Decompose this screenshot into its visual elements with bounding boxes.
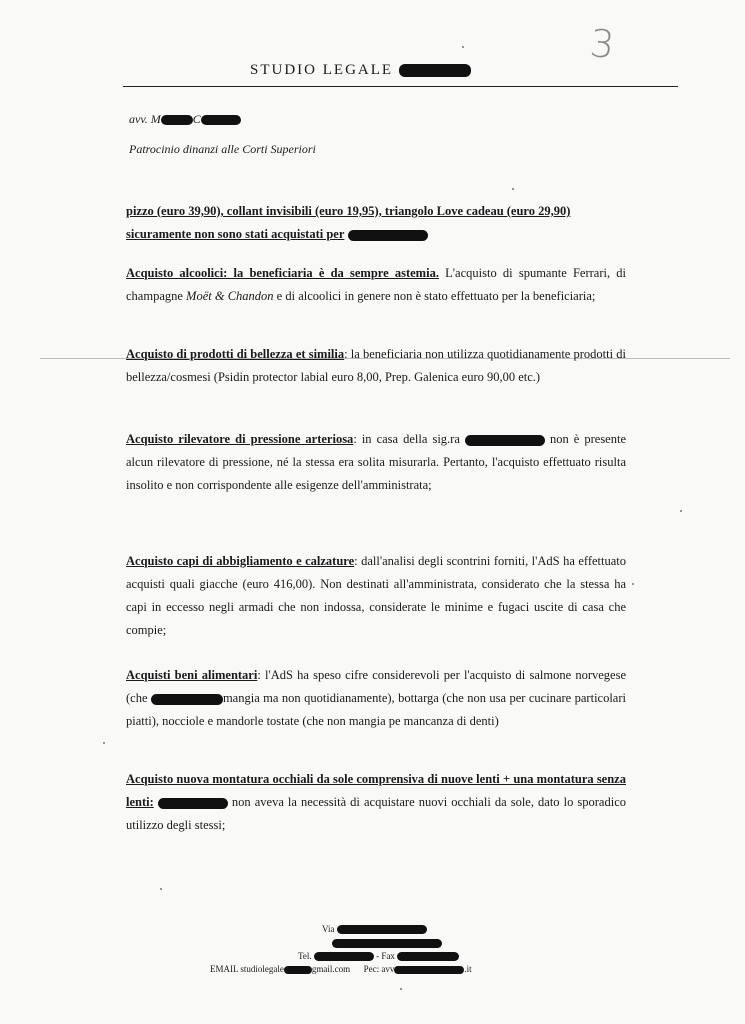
header-rule: [123, 86, 678, 87]
paragraph-heading: Acquisto capi di abbigliamento e calzature: [126, 554, 355, 568]
paragraph-heading: Acquisti beni alimentari: [126, 668, 258, 682]
handwritten-page-number: 3: [587, 20, 617, 68]
brand-name: Moët & Chandon: [186, 289, 274, 303]
redaction-mark: [397, 952, 459, 961]
redaction-mark: [314, 952, 374, 961]
scan-speck: [103, 742, 105, 744]
footer-pec-domain: .it: [464, 964, 472, 974]
paragraph-heading: Acquisto nuova montatura occhiali da sole comprensiva di nuove lenti + una montatura senza lenti:: [126, 772, 626, 809]
paragraph-glasses: Acquisto nuova montatura occhiali da sole comprensiva di nuove lenti + una montatura senza lenti: non aveva la necessità di acquistare nuovi occhiali da sole, dato lo sporadico utilizzo degli stessi;: [126, 772, 626, 832]
lawyer-subtitle: Patrocinio dinanzi alle Corti Superiori: [129, 142, 316, 156]
paragraph-beauty: Acquisto di prodotti di bellezza et similia: la beneficiaria non utilizza quotidianamente prodotti di bellezza/cosmesi (Psidin protector labial euro 8,00, Prep. Galenica euro 90,00 etc.): [126, 347, 626, 384]
scan-speck: [400, 988, 402, 990]
items-text-cont: sicuramente non sono stati acquistati per: [126, 227, 345, 241]
redaction-mark: [465, 435, 545, 446]
footer-pec-label: Pec: avv: [363, 964, 395, 974]
footer-email-domain: gmail.com: [311, 964, 351, 974]
footer-tel-label: Tel.: [298, 951, 312, 961]
paragraph-heading: Acquisto di prodotti di bellezza et similia: [126, 347, 345, 361]
paragraph-heading: Acquisto rilevatore di pressione arteriosa: [126, 432, 354, 446]
scan-speck: [462, 46, 464, 48]
redaction-mark: [201, 115, 241, 125]
redaction-mark: [337, 925, 427, 934]
paragraph-heading: Acquisto alcoolici: la beneficiaria è da sempre astemia.: [126, 266, 439, 280]
redaction-mark: [394, 966, 464, 974]
scan-speck: [512, 188, 514, 190]
paragraph-pressure: Acquisto rilevatore di pressione arteriosa: in casa della sig.ra non è presente alcun rilevatore di pressione, né la stessa era solita misurarla. Pertanto, l'acquisto effettuato risulta insolito e non corrispondente alle esigenze dell'amministrata;: [126, 432, 626, 492]
scan-speck: [680, 510, 682, 512]
paragraph-food: Acquisti beni alimentari: l'AdS ha speso cifre considerevoli per l'acquisto di salmone norvegese (che mangia ma non quotidianamente), bottarga (che non usa per cucinare particolari piatti), nocciole e mandorle tostate (che non mangia pe mancanza di denti): [126, 668, 626, 728]
redaction-mark: [332, 939, 442, 948]
footer-email-label: EMAIL studiolegale: [210, 964, 284, 974]
scan-speck: [160, 888, 162, 890]
firm-header: [250, 62, 471, 79]
paragraph-intro: [126, 200, 616, 246]
redaction-mark: [284, 966, 312, 974]
paragraph-alcohol: Acquisto alcoolici: la beneficiaria è da sempre astemia. L'acquisto di spumante Ferrari, di champagne Moët & Chandon e di alcoolici in genere non è stato effettuato per la beneficiaria;: [126, 266, 627, 303]
paragraph-clothing: Acquisto capi di abbigliamento e calzature: dall'analisi degli scontrini forniti, l'AdS ha effettuato acquisti quali giacche (euro 416,00). Non destinati all'amministrata, considerato che la stessa ha capi in eccesso negli armadi che non indossa, considerate le minime e fugaci uscite di casa che compie;: [126, 554, 626, 637]
redaction-mark: [158, 798, 228, 809]
redaction-mark: [161, 115, 193, 125]
firm-name: STUDIO LEGALE: [250, 62, 394, 78]
lawyer-name: avv. M C: [129, 112, 241, 127]
redaction-mark: [151, 694, 223, 705]
redaction-mark: [348, 230, 428, 241]
footer-via-label: Via: [322, 924, 335, 934]
redaction-mark: [399, 64, 471, 77]
footer-fax-label: - Fax: [376, 951, 395, 961]
items-text: pizzo (euro 39,90), collant invisibili (euro 19,95), triangolo Love cadeau (euro 29,90): [126, 204, 571, 218]
scan-speck: [632, 583, 634, 585]
